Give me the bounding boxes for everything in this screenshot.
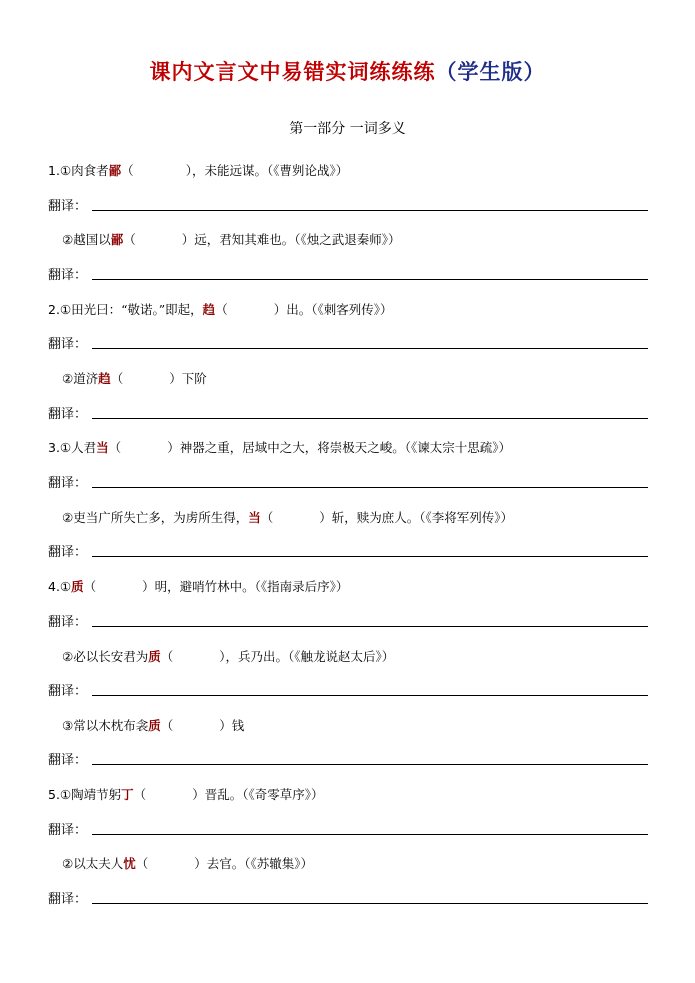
translation-row[interactable]: 翻译： [48, 751, 648, 771]
answer-line[interactable] [92, 903, 648, 904]
answer-line[interactable] [92, 279, 648, 280]
answer-line[interactable] [92, 418, 648, 419]
answer-line[interactable] [92, 487, 648, 488]
page-title [0, 56, 695, 86]
translation-row[interactable]: 翻译： [48, 613, 648, 633]
section-heading: 第一部分 一词多义 [289, 121, 406, 137]
question-5-1: 5.①陶靖节躬丁（ ）晋乱。（《奇零草序》） [48, 787, 324, 802]
key-word: 趋 [98, 371, 111, 386]
question-4-2: ②必以长安君为质（ ），兵乃出。（《触龙说赵太后》） [62, 649, 395, 664]
question-5-2: ②以太夫人忧（ ）去官。（《苏辙集》） [62, 856, 314, 871]
question-3-1: 3.①人君当（ ）神器之重，居域中之大，将崇极天之峻。（《谏太宗十思疏》） [48, 440, 511, 455]
translation-row[interactable]: 翻译： [48, 405, 648, 425]
key-word: 质 [71, 579, 84, 594]
question-4-1: 4.①质（ ）明，避哨竹林中。（《指南录后序》） [48, 579, 349, 594]
question-4-3: ③常以木枕布衾质（ ）钱 [62, 718, 245, 733]
translation-row[interactable]: 翻译： [48, 335, 648, 355]
translation-row[interactable]: 翻译： [48, 682, 648, 702]
key-word: 鄙 [108, 163, 122, 178]
key-word: 鄙 [110, 232, 124, 247]
key-word: 当 [96, 440, 109, 455]
key-word: 丁 [121, 787, 134, 802]
translation-row[interactable]: 翻译： [48, 474, 648, 494]
question-3-2: ②吏当广所失亡多，为虏所生得，当（ ）斩，赎为庶人。（《李将军列传》） [62, 510, 514, 525]
key-word: 忧 [123, 856, 136, 871]
translation-row[interactable]: 翻译： [48, 890, 648, 910]
translation-row[interactable]: 翻译： [48, 821, 648, 841]
title-sub: （学生版） [435, 59, 546, 84]
answer-line[interactable] [92, 556, 648, 557]
translation-row[interactable]: 翻译： [48, 266, 648, 286]
answer-line[interactable] [92, 695, 648, 696]
key-word: 质 [148, 718, 161, 733]
key-word: 质 [148, 649, 161, 664]
question-1-2: ②越国以鄙（ ）远，君知其难也。（《烛之武退秦师》） [62, 232, 401, 247]
translation-row[interactable]: 翻译： [48, 543, 648, 563]
answer-line[interactable] [92, 348, 648, 349]
key-word: 当 [248, 510, 261, 525]
answer-line[interactable] [92, 764, 648, 765]
answer-line[interactable] [92, 626, 648, 627]
title-main: 课内文言文中易错实词练练练 [149, 59, 436, 84]
key-word: 趋 [202, 302, 216, 317]
answer-line[interactable] [92, 834, 648, 835]
translation-row[interactable]: 翻译： [48, 197, 648, 217]
question-1-1: 1.①肉食者鄙（ ），未能远谋。（《曹刿论战》） [48, 163, 349, 178]
answer-line[interactable] [92, 210, 648, 211]
question-2-2: ②道济趋（ ）下阶 [62, 371, 207, 386]
question-2-1: 2.①田光曰：“敬诺。”即起，趋（ ）出。（《刺客列传》） [48, 302, 393, 317]
